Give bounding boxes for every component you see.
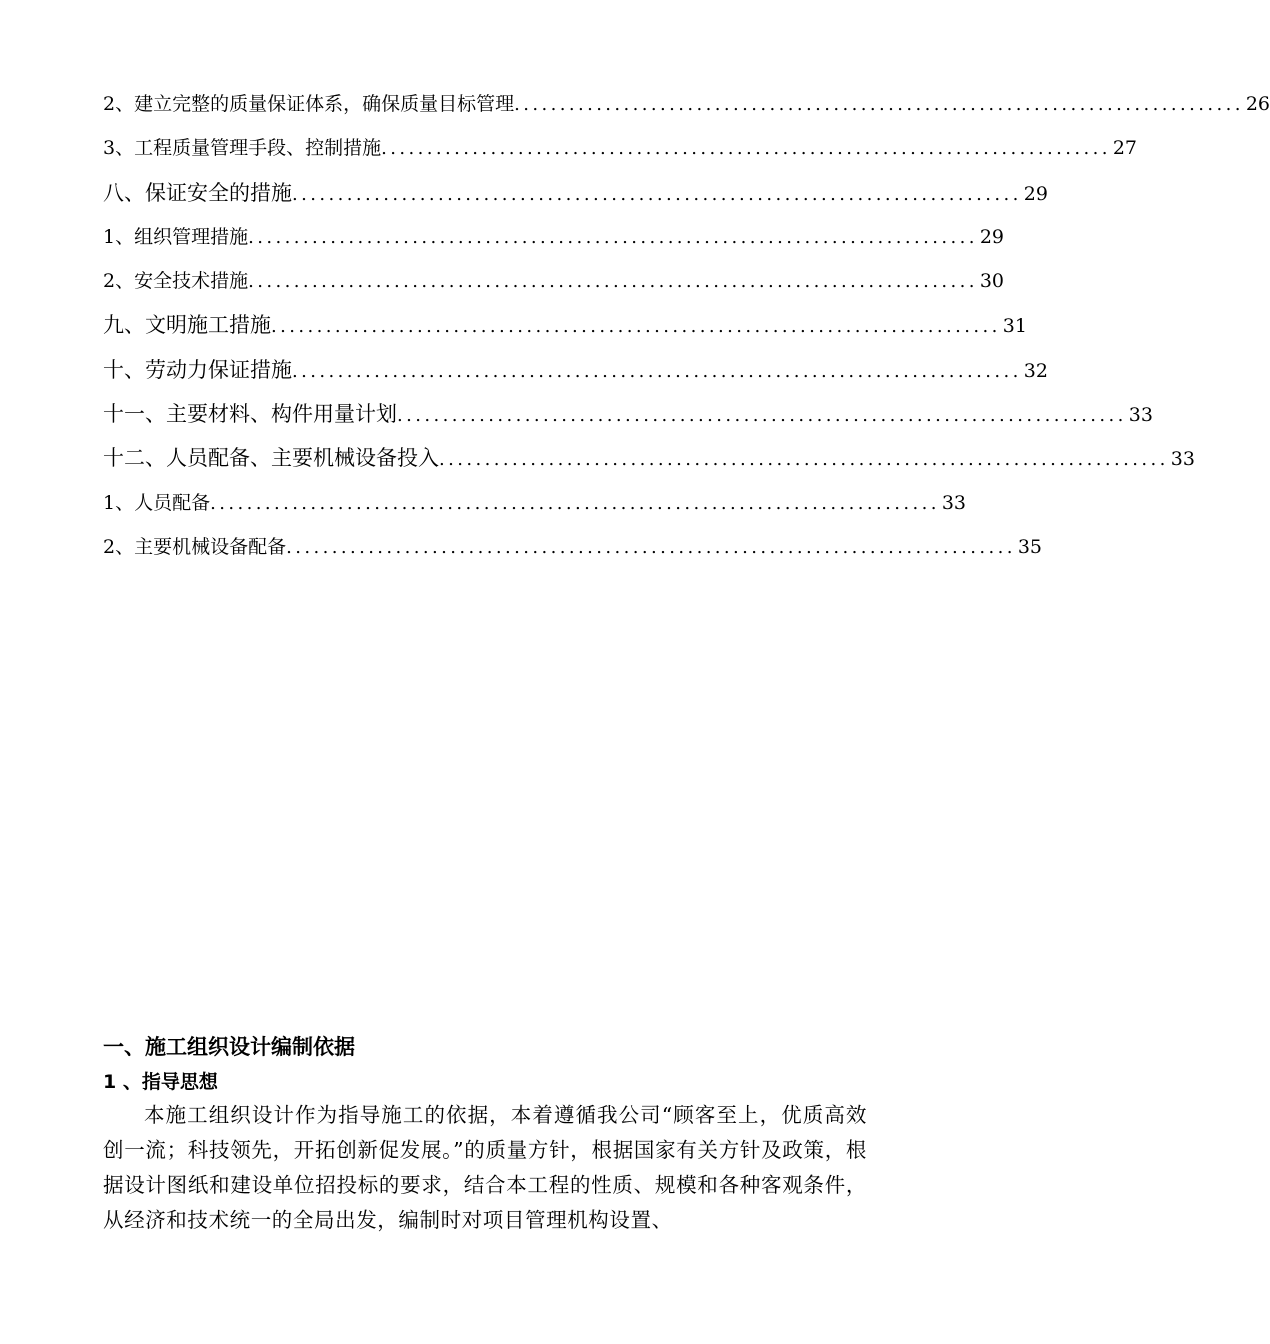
toc-dot-leader: ................................................................................ (286, 536, 1016, 558)
toc-entry-title: 2、安全技术措施 (103, 270, 249, 293)
toc-page-number: 35 (1017, 535, 1043, 558)
toc-entry-title: 八、保证安全的措施 (103, 180, 292, 205)
toc-entry[interactable] (103, 303, 1027, 347)
toc-entry[interactable] (103, 171, 1048, 215)
toc-entry-title: 十二、人员配备、主要机械设备投入 (103, 446, 439, 471)
toc-dot-leader: ................................................................................ (514, 94, 1244, 115)
toc-dot-leader: ................................................................................ (248, 226, 978, 248)
toc-entry[interactable] (103, 259, 1005, 303)
toc-page-number: 26 (1245, 93, 1270, 115)
toc-entry-title: 十、劳动力保证措施 (103, 357, 292, 382)
toc-dot-leader: ................................................................................ (381, 138, 1111, 160)
toc-dot-leader: ................................................................................ (271, 316, 1001, 338)
toc-page-number: 31 (1002, 315, 1027, 338)
toc-entry[interactable] (103, 436, 1195, 480)
toc-entry-title: 2、主要机械设备配备 (103, 535, 287, 558)
toc-page-number: 30 (979, 270, 1005, 293)
toc-page-number: 27 (1112, 137, 1138, 160)
toc-entry-title: 九、文明施工措施 (103, 313, 271, 338)
toc-dot-leader: ................................................................................ (292, 183, 1022, 205)
toc-entry[interactable] (103, 82, 1270, 126)
table-of-contents (103, 82, 1270, 569)
toc-entry[interactable] (103, 215, 1005, 259)
toc-page-number: 33 (1170, 448, 1195, 471)
toc-page-number: 32 (1023, 359, 1048, 382)
toc-page-number: 29 (979, 225, 1005, 248)
section-subheading: 1 、指导思想 (103, 1071, 218, 1093)
toc-entry-title: 1、人员配备 (103, 491, 211, 514)
toc-entry[interactable] (103, 348, 1048, 392)
toc-entry-title: 十一、主要材料、构件用量计划 (103, 402, 397, 427)
body-paragraph: 本施工组织设计作为指导施工的依据，本着遵循我公司“顾客至上，优质高效创一流；科技领先，开拓创新促发展。”的质量方针，根据国家有关方针及政策，根据设计图纸和建设单位招投标的要求，结合本工程的性质、规模和各种客观条件，从经济和技术统一的全局出发，编制时对项目管理机构设置、 (103, 1103, 867, 1232)
toc-entry-title: 1、组织管理措施 (103, 225, 249, 248)
toc-dot-leader: ................................................................................ (210, 492, 940, 514)
toc-dot-leader: ................................................................................ (439, 449, 1169, 471)
toc-entry[interactable] (103, 481, 967, 525)
toc-dot-leader: ................................................................................ (292, 360, 1022, 382)
toc-entry[interactable] (103, 126, 1138, 170)
toc-page-number: 29 (1023, 182, 1048, 205)
toc-page-number: 33 (1128, 404, 1153, 427)
section-heading: 一、施工组织设计编制依据 (103, 1035, 355, 1059)
toc-entry[interactable] (103, 392, 1153, 436)
toc-entry-title: 2、建立完整的质量保证体系，确保质量目标管理 (103, 93, 515, 115)
toc-dot-leader: ................................................................................ (248, 271, 978, 293)
body-section (103, 1028, 867, 1238)
toc-dot-leader: ................................................................................ (397, 405, 1127, 427)
toc-entry-title: 3、工程质量管理手段、控制措施 (103, 137, 382, 160)
toc-entry[interactable] (103, 525, 1043, 569)
toc-page-number: 33 (941, 491, 967, 514)
